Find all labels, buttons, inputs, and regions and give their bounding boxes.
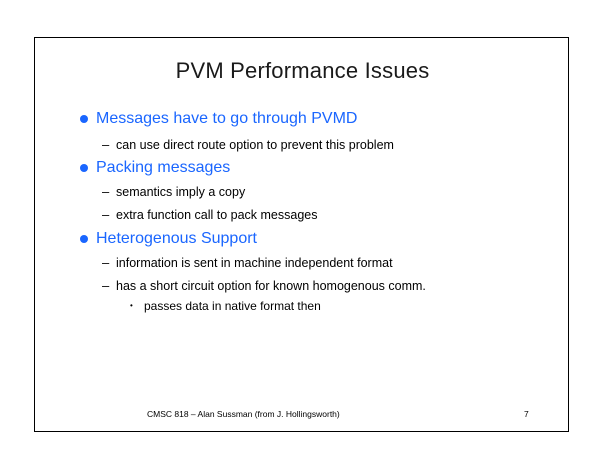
sub-bullet-text: can use direct route option to prevent this problem	[116, 138, 394, 152]
sub-sub-bullet-text: passes data in native format then	[144, 299, 321, 313]
bullet-text: Packing messages	[96, 159, 231, 176]
slide-title: PVM Performance Issues	[175, 58, 430, 83]
slide-footer: CMSC 818 – Alan Sussman (from J. Hollingsworth)	[147, 409, 340, 419]
sub-bullet-item	[102, 277, 426, 295]
bullet-text: Messages have to go through PVMD	[96, 110, 358, 127]
sub-bullet-item	[102, 254, 393, 272]
sub-bullet-text: information is sent in machine independent format	[116, 256, 393, 270]
sub-bullet-text: has a short circuit option for known homogenous comm.	[116, 279, 426, 293]
page-number: 7	[524, 409, 529, 419]
bullet-marker: •	[130, 301, 133, 310]
bullet-dot-icon	[80, 115, 88, 123]
sub-bullet-item	[102, 206, 318, 224]
dash-marker: –	[102, 255, 110, 270]
sub-bullet-text: extra function call to pack messages	[116, 208, 318, 222]
bullet-dot-icon	[80, 235, 88, 243]
dash-marker: –	[102, 207, 110, 222]
sub-bullet-item	[102, 183, 245, 201]
bullet-text: Heterogenous Support	[96, 230, 257, 247]
sub-bullet-text: semantics imply a copy	[116, 185, 246, 199]
bullet-item	[80, 108, 357, 130]
dash-marker: –	[102, 184, 110, 199]
sub-bullet-item	[102, 136, 394, 154]
dash-marker: –	[102, 278, 110, 293]
sub-sub-bullet-item	[130, 298, 321, 314]
bullet-item	[80, 157, 230, 179]
bullet-dot-icon	[80, 164, 88, 172]
bullet-item	[80, 228, 257, 250]
dash-marker: –	[102, 137, 110, 152]
